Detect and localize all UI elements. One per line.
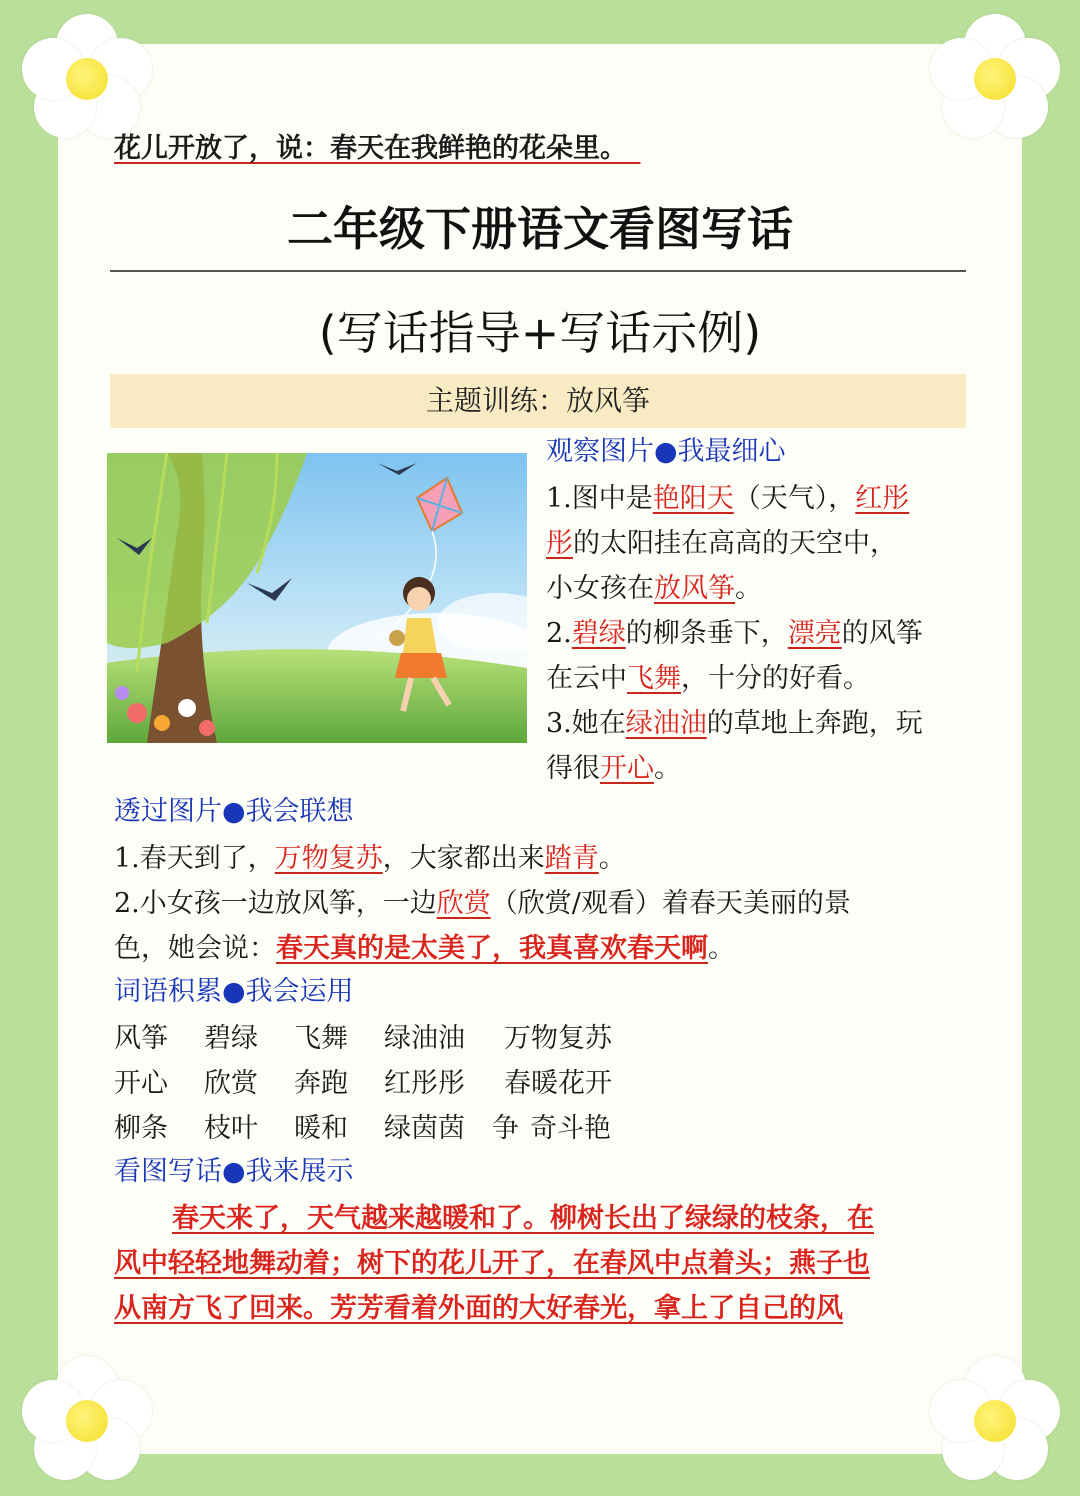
flower-icon bbox=[22, 14, 152, 144]
observe-line-1: 1.图中是艳阳天（天气），红彤 bbox=[546, 483, 910, 514]
flower-icon bbox=[930, 14, 1060, 144]
observe-line-5: 在云中飞舞，十分的好看。 bbox=[546, 663, 870, 694]
top-sentence: 花儿开放了，说：春天在我鲜艳的花朵里。 bbox=[114, 133, 614, 164]
associate-line-1: 1.春天到了，万物复苏，大家都出来踏青。 bbox=[114, 843, 626, 874]
observe-line-6: 3.她在绿油油的草地上奔跑，玩 bbox=[546, 708, 923, 739]
writing-heading: 看图写话●我来展示 bbox=[114, 1156, 354, 1187]
title-divider bbox=[110, 270, 966, 272]
associate-line-2: 2.小女孩一边放风筝，一边欣赏（欣赏/观看）着春天美丽的景 bbox=[114, 888, 851, 919]
observe-line-7: 得很开心。 bbox=[546, 753, 681, 784]
observe-line-2: 彤的太阳挂在高高的天空中， bbox=[546, 528, 897, 559]
vocab-row-3: 柳条 枝叶 暖和 绿茵茵 争 奇斗艳 bbox=[114, 1113, 611, 1144]
page-title: 二年级下册语文看图写话 bbox=[287, 202, 793, 256]
words-heading: 词语积累●我会运用 bbox=[114, 976, 354, 1007]
flower-icon bbox=[930, 1356, 1060, 1486]
observe-heading: 观察图片●我最细心 bbox=[546, 436, 786, 467]
vocab-row-2: 开心 欣赏 奔跑 红彤彤 春暖花开 bbox=[114, 1068, 612, 1099]
associate-heading: 透过图片●我会联想 bbox=[114, 796, 354, 827]
theme-banner: 主题训练：放风筝 bbox=[110, 374, 966, 428]
flower-icon bbox=[22, 1356, 152, 1486]
vocab-row-1: 风筝 碧绿 飞舞 绿油油 万物复苏 bbox=[114, 1023, 612, 1054]
associate-line-3: 色，她会说：春天真的是太美了，我真喜欢春天啊。 bbox=[114, 933, 735, 964]
paragraph-line: 从南方飞了回来。芳芳看着外面的大好春光，拿上了自己的风 bbox=[114, 1293, 843, 1324]
example-paragraph bbox=[114, 1196, 966, 1331]
observe-line-4: 2.碧绿的柳条垂下，漂亮的风筝 bbox=[546, 618, 923, 649]
observe-line-3: 小女孩在放风筝。 bbox=[546, 573, 762, 604]
page-subtitle: (写话指导+写话示例) bbox=[318, 306, 762, 360]
paragraph-line: 风中轻轻地舞动着；树下的花儿开了，在春风中点着头；燕子也 bbox=[114, 1248, 870, 1279]
paragraph-line: 春天来了，天气越来越暖和了。柳树长出了绿绿的枝条，在 bbox=[172, 1203, 874, 1234]
kite-illustration bbox=[107, 453, 527, 743]
